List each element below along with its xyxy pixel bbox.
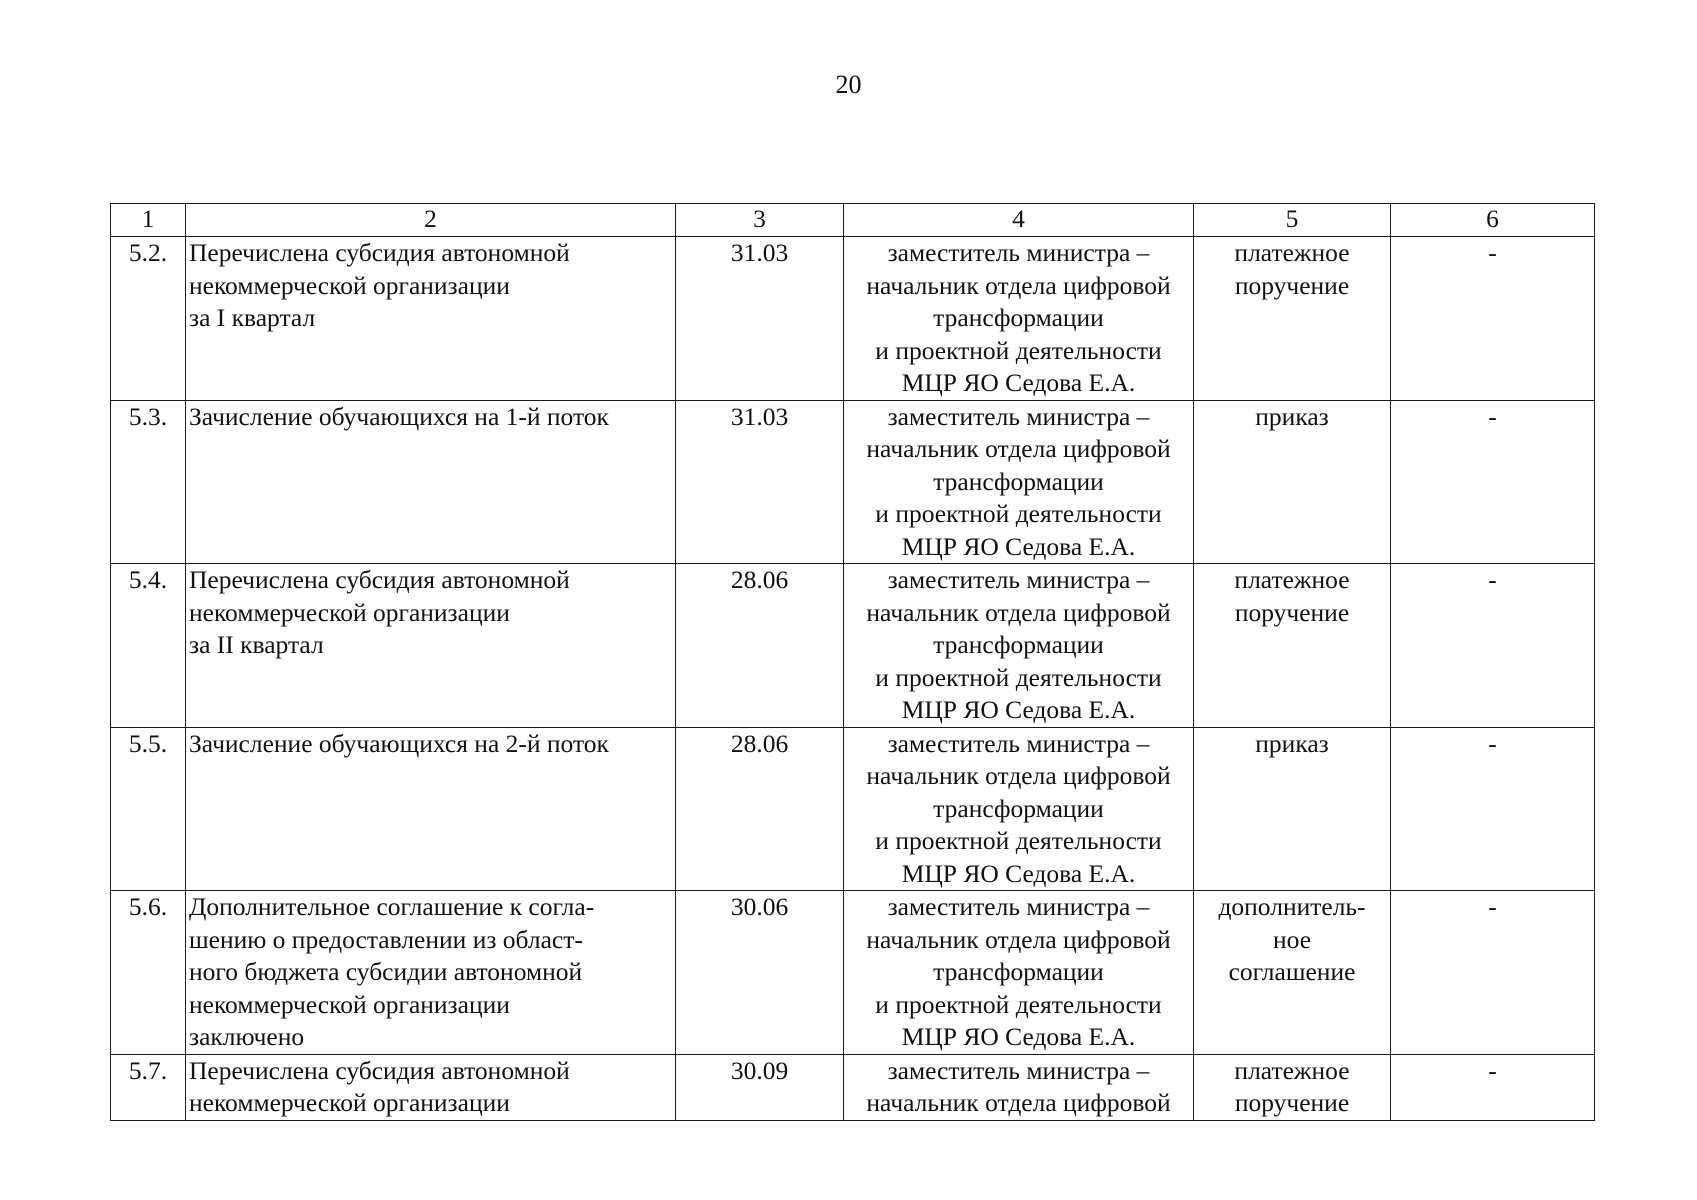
row-description: [186, 564, 676, 728]
text-line: заместитель министра –: [887, 728, 1150, 758]
header-col-3: 3: [676, 204, 844, 237]
text-line: трансформации: [933, 793, 1104, 823]
text-line: Перечислена субсидия автономной: [189, 1055, 570, 1085]
row-document: [1194, 237, 1391, 401]
text-line: заместитель министра –: [887, 401, 1150, 431]
row-responsible: [844, 1054, 1194, 1120]
text-line: некоммерческой организации: [189, 989, 510, 1019]
text-line: заключено: [189, 1022, 305, 1051]
row-number: 5.5.: [111, 727, 186, 891]
text-line: некоммерческой организации: [189, 270, 510, 300]
page-number: 20: [835, 70, 862, 99]
text-line: начальник отдела цифровой: [866, 434, 1171, 463]
row-responsible: [844, 237, 1194, 401]
text-line: начальник отдела цифровой: [866, 270, 1171, 300]
text-line: заместитель министра –: [887, 1055, 1150, 1085]
row-date: 30.09: [676, 1054, 844, 1120]
text-line: Зачисление обучающихся на 2-й поток: [189, 728, 609, 758]
row-number: 5.7.: [111, 1054, 186, 1120]
row-note: -: [1391, 1054, 1595, 1120]
text-line: и проектной деятельности: [875, 826, 1162, 855]
row-date: 31.03: [676, 237, 844, 401]
text-line: Перечислена субсидия автономной: [189, 238, 570, 267]
row-description: [186, 400, 676, 564]
table-row: [111, 400, 1595, 564]
table-row: [111, 564, 1595, 728]
text-line: ного бюджета субсидии автономной: [189, 957, 583, 986]
row-description: [186, 727, 676, 891]
table-row: [111, 891, 1595, 1055]
row-number: 5.2.: [111, 237, 186, 401]
text-line: за II квартал: [189, 630, 324, 659]
text-line: начальник отдела цифровой: [866, 597, 1171, 627]
header-col-1: 1: [111, 204, 186, 237]
table-body: [111, 237, 1595, 1121]
text-line: заместитель министра –: [887, 892, 1150, 921]
header-col-2: 2: [186, 204, 676, 237]
row-date: 31.03: [676, 400, 844, 564]
text-line: МЦР ЯО Седова Е.А.: [901, 695, 1136, 724]
text-line: платежное: [1234, 1055, 1350, 1085]
row-date: 28.06: [676, 727, 844, 891]
header-col-6: 6: [1391, 204, 1595, 237]
table-row: [111, 727, 1595, 891]
text-line: приказ: [1255, 728, 1329, 758]
text-line: заместитель министра –: [887, 565, 1150, 594]
row-note: -: [1391, 891, 1595, 1055]
text-line: приказ: [1255, 401, 1329, 431]
row-number: 5.4.: [111, 564, 186, 728]
row-responsible: [844, 891, 1194, 1055]
plan-table: [110, 203, 1595, 1121]
row-number: 5.6.: [111, 891, 186, 1055]
text-line: шению о предоставлении из област-: [189, 924, 583, 954]
table-header: [111, 204, 1595, 237]
text-line: соглашение: [1228, 957, 1356, 986]
text-line: поручение: [1234, 270, 1350, 300]
text-line: заместитель министра –: [887, 238, 1150, 267]
row-date: 28.06: [676, 564, 844, 728]
text-line: трансформации: [933, 466, 1104, 496]
row-responsible: [844, 400, 1194, 564]
text-line: начальник отдела цифровой: [866, 1088, 1171, 1117]
text-line: и проектной деятельности: [875, 335, 1162, 365]
text-line: платежное: [1234, 238, 1350, 267]
row-document: [1194, 564, 1391, 728]
row-document: [1194, 727, 1391, 891]
row-note: -: [1391, 237, 1595, 401]
text-line: МЦР ЯО Седова Е.А.: [901, 531, 1136, 561]
text-line: трансформации: [933, 957, 1104, 986]
row-responsible: [844, 727, 1194, 891]
text-line: ное: [1272, 924, 1312, 954]
row-note: -: [1391, 727, 1595, 891]
row-document: [1194, 400, 1391, 564]
table-row: [111, 1054, 1595, 1120]
text-line: и проектной деятельности: [875, 989, 1162, 1019]
table-row: [111, 237, 1595, 401]
text-line: поручение: [1234, 597, 1350, 627]
row-note: -: [1391, 564, 1595, 728]
text-line: платежное: [1234, 565, 1350, 594]
row-note: -: [1391, 400, 1595, 564]
header-col-4: 4: [844, 204, 1194, 237]
row-number: 5.3.: [111, 400, 186, 564]
text-line: МЦР ЯО Седова Е.А.: [901, 858, 1136, 888]
text-line: и проектной деятельности: [875, 499, 1162, 528]
text-line: дополнитель-: [1218, 892, 1366, 921]
row-document: [1194, 1054, 1391, 1120]
text-line: некоммерческой организации: [189, 1088, 510, 1117]
row-description: [186, 237, 676, 401]
text-line: начальник отдела цифровой: [866, 761, 1171, 790]
row-responsible: [844, 564, 1194, 728]
text-line: некоммерческой организации: [189, 597, 510, 627]
row-description: [186, 891, 676, 1055]
text-line: МЦР ЯО Седова Е.А.: [901, 1022, 1136, 1051]
text-line: и проектной деятельности: [875, 662, 1162, 692]
text-line: начальник отдела цифровой: [866, 924, 1171, 954]
text-line: МЦР ЯО Седова Е.А.: [901, 368, 1136, 397]
header-row: [111, 204, 1595, 237]
row-document: [1194, 891, 1391, 1055]
row-date: 30.06: [676, 891, 844, 1055]
text-line: Перечислена субсидия автономной: [189, 565, 570, 594]
text-line: поручение: [1234, 1088, 1350, 1117]
text-line: Дополнительное соглашение к согла-: [189, 892, 595, 921]
text-line: трансформации: [933, 303, 1104, 332]
header-col-5: 5: [1194, 204, 1391, 237]
row-description: [186, 1054, 676, 1120]
text-line: за I квартал: [189, 303, 316, 332]
text-line: Зачисление обучающихся на 1-й поток: [189, 401, 609, 431]
text-line: трансформации: [933, 630, 1104, 659]
